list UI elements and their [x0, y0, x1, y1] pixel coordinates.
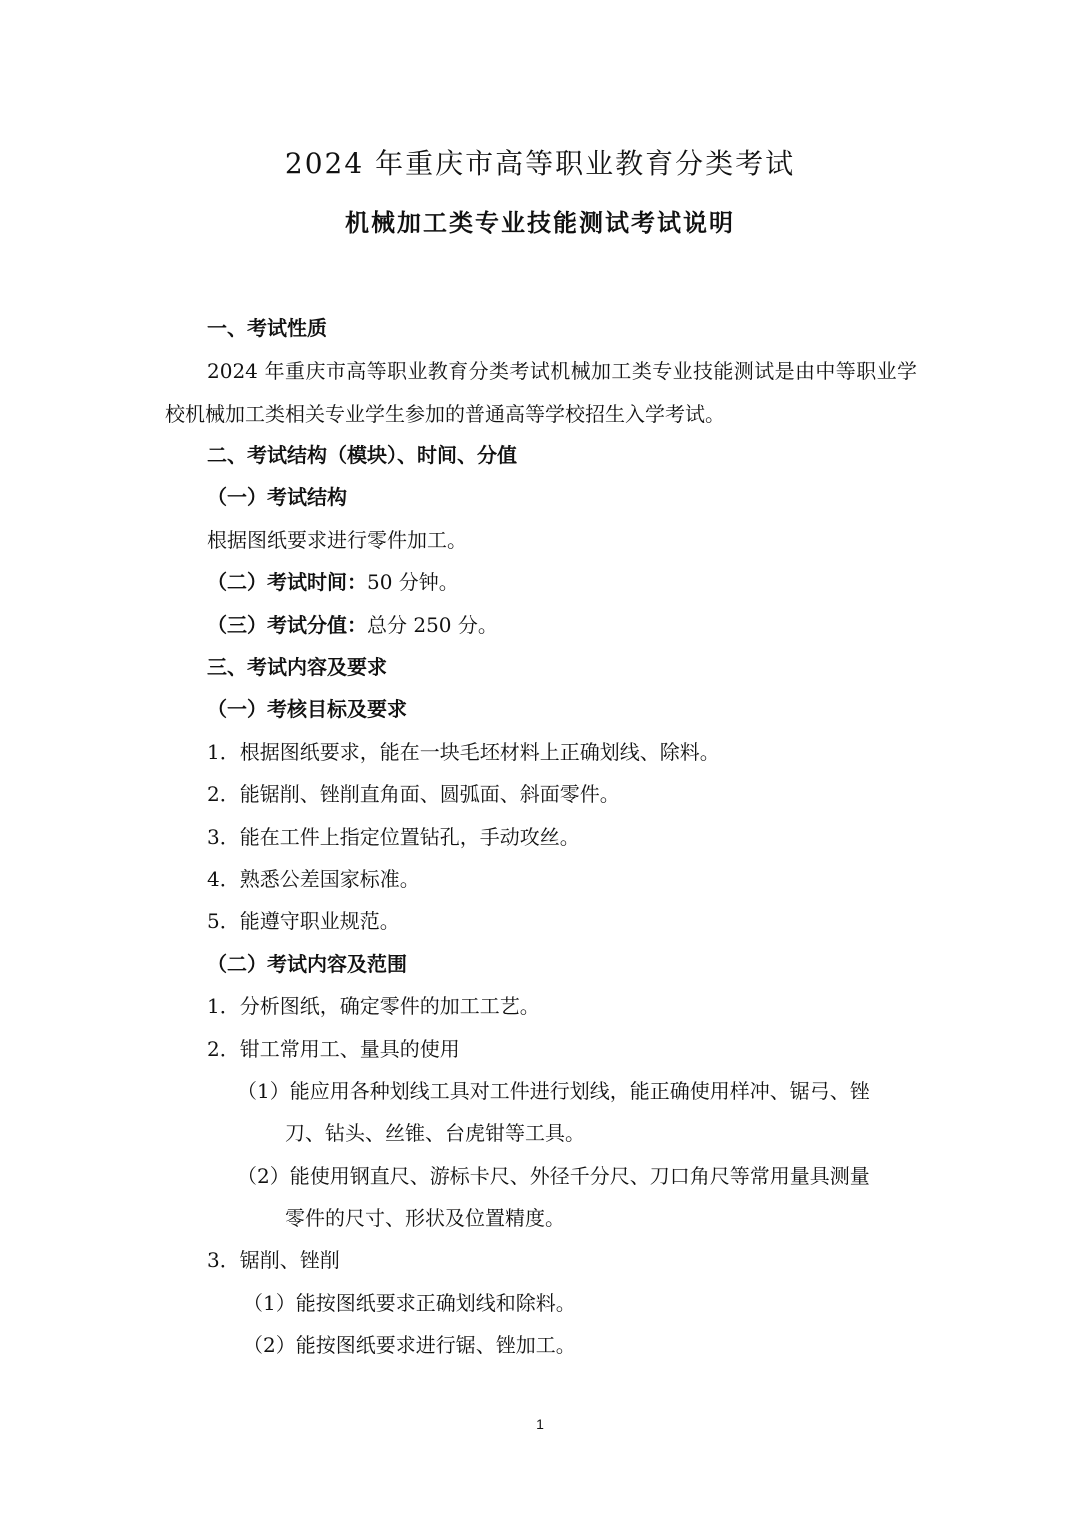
- section-2-heading: 二、考试结构（模块）、时间、分值: [207, 443, 517, 467]
- list-item: 2．能锯削、锉削直角面、圆弧面、斜面零件。: [207, 782, 620, 806]
- list-item: 4．熟悉公差国家标准。: [207, 867, 420, 891]
- sub-list-item-continuation: 零件的尺寸、形状及位置精度。: [285, 1206, 565, 1230]
- exam-score-value: 总分 250 分。: [367, 613, 498, 637]
- exam-time-label: （二）考试时间：: [207, 570, 367, 594]
- section-2-sub3: [207, 613, 498, 637]
- document-title: 2024 年重庆市高等职业教育分类考试: [284, 147, 796, 180]
- sub-list-item-continuation: 刀、钻头、丝锥、台虎钳等工具。: [285, 1121, 585, 1145]
- exam-score-label: （三）考试分值：: [207, 613, 367, 637]
- page-number: 1: [536, 1416, 544, 1432]
- list-item: 1．根据图纸要求，能在一块毛坯材料上正确划线、除料。: [207, 740, 720, 764]
- list-item: 3．锯削、锉削: [207, 1248, 340, 1272]
- section-2-sub2: [207, 570, 459, 594]
- document-subtitle: 机械加工类专业技能测试考试说明: [345, 209, 735, 237]
- section-3-sub2-heading: （二）考试内容及范围: [207, 952, 407, 976]
- section-2-sub1-text: 根据图纸要求进行零件加工。: [207, 528, 467, 552]
- section-1-paragraph: 2024 年重庆市高等职业教育分类考试机械加工类专业技能测试是由中等职业学校机械加工类相关专业学生参加的普通高等学校招生入学考试。: [165, 359, 917, 426]
- exam-time-value: 50 分钟。: [367, 570, 459, 594]
- sub-list-item: （1）能按图纸要求正确划线和除料。: [243, 1291, 576, 1315]
- section-3-heading: 三、考试内容及要求: [207, 655, 387, 679]
- list-item: 3．能在工件上指定位置钻孔，手动攻丝。: [207, 825, 580, 849]
- list-item: 1．分析图纸，确定零件的加工工艺。: [207, 994, 540, 1018]
- section-1-heading: 一、考试性质: [207, 316, 327, 340]
- sub-list-item: （1）能应用各种划线工具对工件进行划线，能正确使用样冲、锯弓、锉: [237, 1079, 870, 1103]
- section-3-sub1-heading: （一）考核目标及要求: [207, 697, 407, 721]
- sub-list-item: （2）能使用钢直尺、游标卡尺、外径千分尺、刀口角尺等常用量具测量: [237, 1164, 870, 1188]
- list-item: 2．钳工常用工、量具的使用: [207, 1037, 460, 1061]
- list-item: 5．能遵守职业规范。: [207, 909, 400, 933]
- sub-list-item: （2）能按图纸要求进行锯、锉加工。: [243, 1333, 576, 1357]
- section-2-sub1-heading: （一）考试结构: [207, 485, 347, 509]
